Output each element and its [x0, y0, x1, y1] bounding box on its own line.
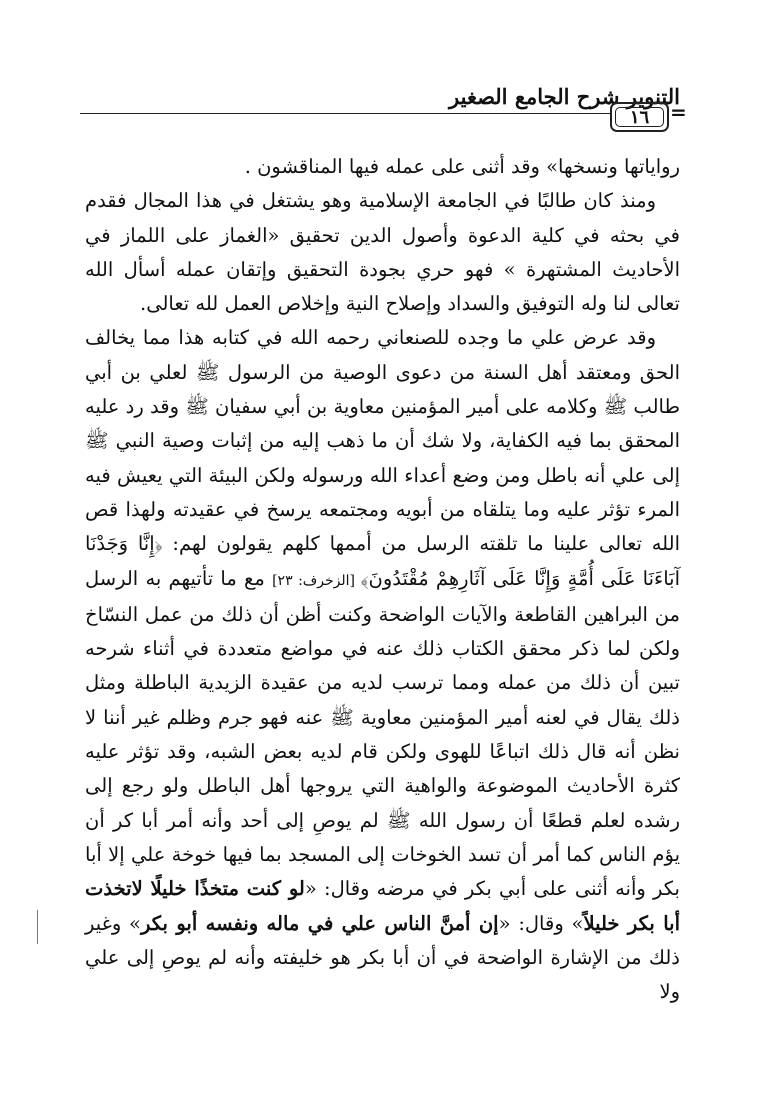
quran-reference: [الزخرف: ٢٣]	[272, 572, 361, 589]
running-title: التنوير شرح الجامع الصغير	[449, 84, 680, 109]
text-run: رواياتها ونسخها» وقد أثنى على عمله فيها المناقشون .	[244, 155, 680, 178]
body-text	[85, 150, 680, 1009]
text-run: ومنذ كان طالبًا في الجامعة الإسلامية وهو يشتغل في هذا المجال فقدم في بحثه في كلية الدعوة وأصول الدين تحقيق «الغماز على اللماز في الأحاديث المشتهرة » فهو حري بجودة التحقيق وإتقان عمله أسأل الله تعالى لنا وله التوفيق والسداد وإصلاح النية وإخلاص العمل لله تعالى.	[85, 189, 680, 316]
text-run: مع ما تأتيهم به الرسل من البراهين القاطعة والآيات الواضحة وكنت أظن أن ذلك من عمل النسّاخ ولكن لما ذكر محقق الكتاب ذلك عنه في مواضع متعددة في أثناء شرحه تبين أن ذلك من عمله ومما ترسب لديه من عقيدة الزيدية الباطلة ومثل ذلك يقال في لعنه أمير المؤمنين معاوية ﷺ عنه فهو جرم وظلم غير أننا لا نظن أنه قال ذلك اتباعًا للهوى ولكن قام لديه بعض الشبه، وقد تؤثر عليه كثرة الأحاديث الموضوعة والواهية التي يروجها أهل الباطل ولو رجع إلى رشده لعلم قطعًا أن رسول الله ﷺ لم يوصِ إلى أحد وأنه أمر أبا كر أن يؤم الناس كما أمر أن تسد الخوخات إلى المسجد بما فيها خوخة علي إلا أبا بكر وأنه أثنى على أبي بكر في مرضه وقال: «	[85, 566, 680, 901]
text-run: وقد عرض علي ما وجده للصنعاني رحمه الله في كتابه هذا مما يخالف الحق ومعتقد أهل السنة من دعوى الوصية من الرسول ﷺ لعلي بن أبي طالب ﷺ وكلامه على أمير المؤمنين معاوية بن أبي سفيان ﷺ وقد رد عليه المحقق بما فيه الكفاية، ولا شك أن ما ذهب إليه من إثبات وصية النبي ﷺ إلى علي أنه باطل ومن وضع أعداء الله ورسوله ولكن البيئة التي يعيش فيه المرء تؤثر عليه وما يتلقاه من أبويه ومجتمعه يرسخ في عقيدته ولهذا قص الله تعالى علينا ما تلقته الرسل من أممها كلهم يقولون لهم:	[85, 326, 680, 556]
hadith-quote: لو كنت متخذًا خليلًا لاتخذت أبا بكر خليلاً	[85, 877, 680, 935]
page-number: ١٦	[629, 106, 650, 128]
hadith-quote: إن أمنَّ الناس علي في ماله ونفسه أبو بكر	[140, 911, 499, 935]
text-run: ﴿إِنَّا وَجَدْنَا آبَاءَنَا عَلَى أُمَّةٍ وَإِنَّا عَلَى آثَارِهِمْ مُقْتَدُونَ﴾	[85, 532, 681, 590]
header-rule-end-mark: =	[670, 100, 687, 124]
page-header	[80, 80, 687, 140]
header-rule	[80, 113, 610, 114]
page-number-box	[610, 102, 669, 132]
page-number-box-inner-frame	[615, 107, 664, 127]
margin-mark	[37, 910, 40, 944]
paragraph	[85, 184, 680, 321]
text-run: » وقال: «	[498, 911, 584, 935]
text-run: » وغير ذلك من الإشارة الواضحة في أن أبا بكر هو خليفته وأنه لم يوصِ إلى علي ولا	[85, 911, 680, 1004]
paragraph	[85, 321, 680, 1009]
paragraph	[85, 150, 680, 184]
